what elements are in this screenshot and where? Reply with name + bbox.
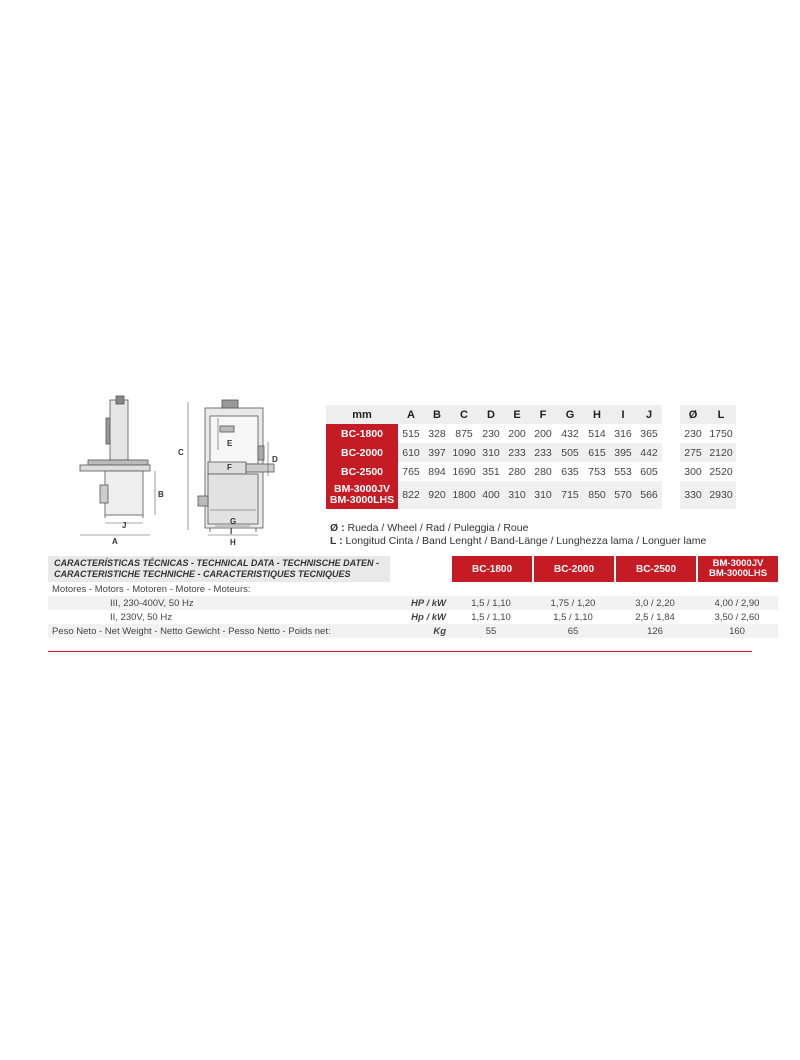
- cell: 920: [424, 481, 450, 509]
- cell: [532, 582, 614, 596]
- cell: 3,0 / 2,20: [614, 596, 696, 610]
- table-row: [326, 443, 736, 462]
- cell: 200: [534, 427, 552, 440]
- dim-label-f: F: [227, 463, 232, 472]
- header-b: B: [424, 405, 450, 424]
- cell: 4,00 / 2,90: [696, 596, 778, 610]
- cell: 1090: [450, 443, 478, 462]
- cell: 1750: [709, 427, 733, 440]
- legend-key: Ø :: [330, 522, 345, 534]
- cell: 514: [588, 427, 606, 440]
- header-e: E: [504, 405, 530, 424]
- model-header: BC-2000: [532, 556, 614, 582]
- cell: 1,5 / 1,10: [553, 611, 593, 623]
- cell: 1,75 / 1,20: [532, 596, 614, 610]
- model-header: BC-1800: [450, 556, 532, 582]
- cell: 275: [680, 443, 706, 462]
- dim-label-j: J: [122, 521, 127, 530]
- cell: 365: [640, 427, 658, 440]
- header-j: J: [636, 405, 662, 424]
- dim-label-h: H: [230, 538, 236, 547]
- motors-label: Motores - Motors - Motoren - Motore - Moteurs:: [52, 583, 251, 595]
- model-label-line2: BM-3000LHS: [329, 494, 395, 506]
- legend-text: Longitud Cinta / Band Lenght / Band-Länge / Lunghezza lama / Longuer lame: [342, 535, 707, 547]
- cell: 2,5 / 1,84: [635, 611, 675, 623]
- cell: 605: [640, 465, 658, 478]
- cell: [614, 582, 696, 596]
- cell: 280: [534, 465, 552, 478]
- model-header: [696, 556, 778, 582]
- header-c: C: [450, 405, 478, 424]
- table-gap: [662, 481, 680, 509]
- red-divider: [48, 651, 752, 652]
- cell: 280: [508, 465, 526, 478]
- cell: 875: [455, 427, 473, 440]
- table-row: [326, 462, 736, 481]
- legend-length: [330, 535, 706, 547]
- table-row: [48, 582, 778, 596]
- cell: 1,5 / 1,10: [471, 611, 511, 623]
- bandsaw-dimension-diagram: [50, 390, 350, 550]
- cell: 230: [684, 427, 702, 440]
- model-header: BC-2500: [614, 556, 696, 582]
- row-label: III, 230-400V, 50 Hz: [48, 596, 390, 610]
- cell: 233: [504, 443, 530, 462]
- side-view-drawing: [80, 396, 150, 518]
- cell: 316: [614, 427, 632, 440]
- tech-header-blank: [390, 556, 450, 582]
- table-gap: [662, 462, 680, 481]
- cell: 330: [680, 481, 706, 509]
- cell: 310: [504, 481, 530, 509]
- tech-header-title: [48, 556, 390, 582]
- dimensions-table: [326, 405, 736, 509]
- model-label: BC-1800: [326, 424, 398, 443]
- model-header-line2: BM-3000LHS: [708, 568, 768, 579]
- cell: 635: [561, 465, 579, 478]
- model-label: [326, 481, 398, 509]
- cell: 397: [424, 443, 450, 462]
- header-a: A: [398, 405, 424, 424]
- cell: 715: [556, 481, 584, 509]
- model-label: BC-2000: [326, 443, 398, 462]
- cell: 850: [584, 481, 610, 509]
- dimensions-header-row: [326, 405, 736, 424]
- cell: 230: [482, 427, 500, 440]
- cell: 351: [482, 465, 500, 478]
- cell: 442: [636, 443, 662, 462]
- cell: 1690: [452, 465, 476, 478]
- table-row: [326, 481, 736, 509]
- legend-wheel: [330, 522, 528, 534]
- dim-label-b: B: [158, 490, 164, 499]
- header-wheel: Ø: [680, 405, 706, 424]
- cell: 2120: [706, 443, 736, 462]
- cell: 300: [684, 465, 702, 478]
- table-row: [48, 596, 778, 610]
- header-i: I: [610, 405, 636, 424]
- front-view-drawing: [198, 400, 274, 532]
- tech-header-row: [48, 556, 778, 582]
- cell: 432: [561, 427, 579, 440]
- cell: 1,5 / 1,10: [450, 596, 532, 610]
- legend-text: Rueda / Wheel / Rad / Puleggia / Roue: [344, 522, 529, 534]
- dim-label-c: C: [178, 448, 184, 457]
- cell: 126: [614, 624, 696, 638]
- cell: 200: [508, 427, 526, 440]
- cell: 3,50 / 2,60: [714, 611, 760, 623]
- row-label: II, 230V, 50 Hz: [110, 611, 172, 623]
- technical-data-table: [48, 556, 778, 638]
- cell: 310: [478, 443, 504, 462]
- cell: 310: [530, 481, 556, 509]
- row-label: Peso Neto - Net Weight - Netto Gewicht - Pesso Netto - Poids net:: [48, 624, 390, 638]
- cell: 2930: [706, 481, 736, 509]
- cell: 400: [478, 481, 504, 509]
- dim-label-a: A: [112, 537, 118, 546]
- cell: 566: [636, 481, 662, 509]
- cell: 553: [614, 465, 632, 478]
- model-label: BC-2500: [326, 462, 398, 481]
- dim-label-g: G: [230, 517, 237, 526]
- unit-label: Kg: [390, 624, 450, 638]
- cell: 615: [584, 443, 610, 462]
- table-gap: [662, 424, 680, 443]
- table-row: [48, 624, 778, 638]
- cell: 765: [402, 465, 420, 478]
- header-f: F: [530, 405, 556, 424]
- cell: 822: [398, 481, 424, 509]
- legend-key: L :: [330, 535, 343, 547]
- unit-label: Hp / kW: [411, 611, 446, 623]
- cell: 395: [610, 443, 636, 462]
- cell: 65: [532, 624, 614, 638]
- table-gap: [662, 405, 680, 424]
- cell: 610: [398, 443, 424, 462]
- header-d: D: [478, 405, 504, 424]
- cell: [696, 582, 778, 596]
- cell: 328: [428, 427, 446, 440]
- header-mm: mm: [326, 405, 398, 424]
- cell: [390, 582, 450, 596]
- cell: 570: [610, 481, 636, 509]
- cell: 55: [450, 624, 532, 638]
- model-label-line1: BM-3000JV: [333, 483, 391, 495]
- cell: 1800: [450, 481, 478, 509]
- tech-header-line2: CARACTERISTICHE TECHNICHE - CARACTERISTIQUES TECNIQUES: [54, 569, 351, 579]
- cell: 160: [696, 624, 778, 638]
- header-g: G: [556, 405, 584, 424]
- cell: 505: [556, 443, 584, 462]
- unit-label: HP / kW: [390, 596, 450, 610]
- dim-label-i: I: [230, 527, 233, 536]
- table-row: [48, 610, 778, 624]
- header-h: H: [584, 405, 610, 424]
- table-row: [326, 424, 736, 443]
- cell: 233: [530, 443, 556, 462]
- cell: [450, 582, 532, 596]
- cell: 894: [428, 465, 446, 478]
- header-l: L: [706, 405, 736, 424]
- cell: 515: [402, 427, 420, 440]
- cell: 2520: [709, 465, 733, 478]
- dim-label-e: E: [227, 439, 233, 448]
- tech-header-line1: CARACTERÍSTICAS TÉCNICAS - TECHNICAL DATA - TECHNISCHE DATEN -: [54, 558, 379, 568]
- cell: 753: [588, 465, 606, 478]
- model-header-line1: BM-3000JV: [712, 558, 764, 569]
- table-gap: [662, 443, 680, 462]
- dim-label-d: D: [272, 455, 278, 464]
